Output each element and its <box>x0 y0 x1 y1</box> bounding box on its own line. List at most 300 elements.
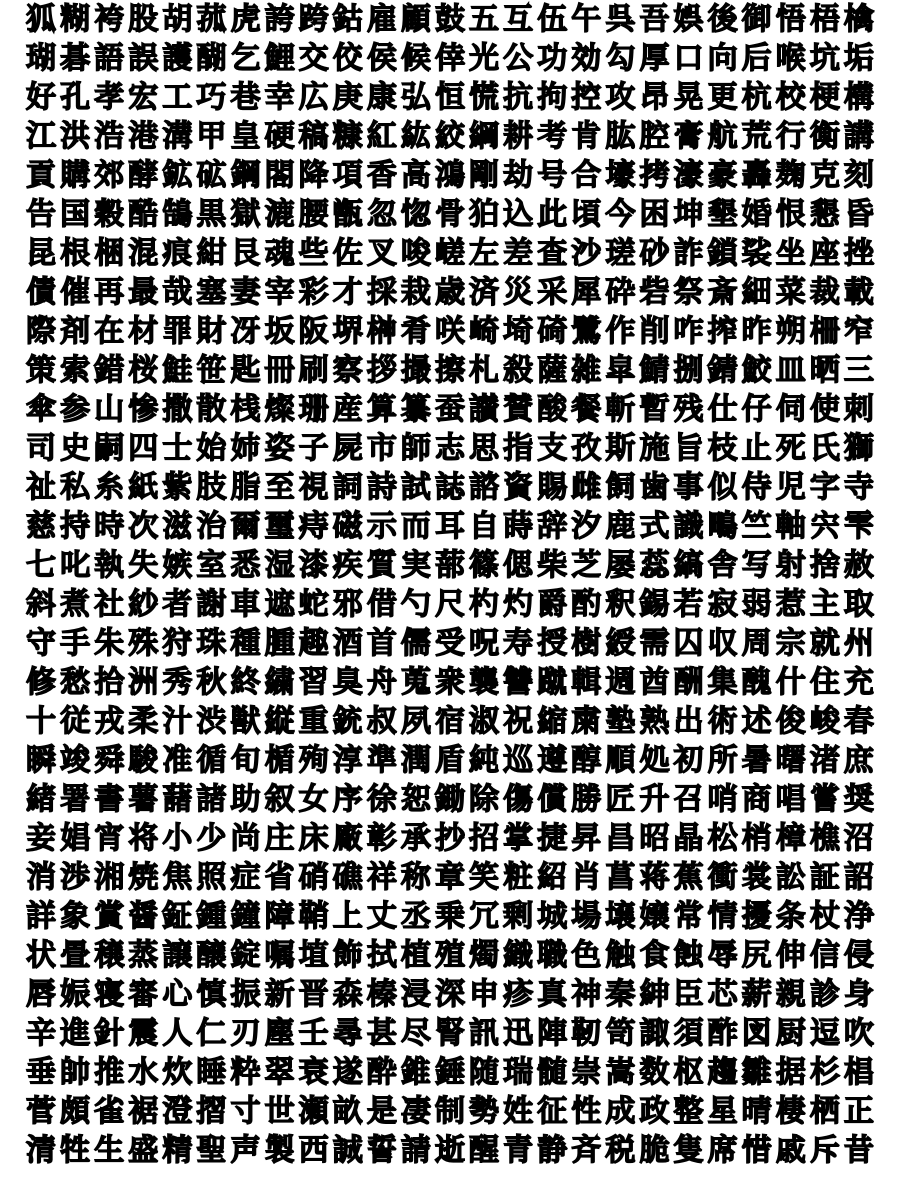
kanji-character: 柴 <box>537 548 568 583</box>
kanji-character: 章 <box>434 860 465 895</box>
kanji-row <box>24 78 876 117</box>
kanji-character: 壕 <box>605 158 636 193</box>
kanji-character: 従 <box>60 704 91 739</box>
kanji-character: 笑 <box>469 860 500 895</box>
kanji-character: 審 <box>128 977 159 1012</box>
kanji-character: 惨 <box>128 392 159 427</box>
kanji-character: 政 <box>639 1094 670 1129</box>
kanji-character: 醤 <box>128 899 159 934</box>
kanji-character: 助 <box>230 782 261 817</box>
kanji-character: 親 <box>775 977 806 1012</box>
kanji-character: 燦 <box>264 392 295 427</box>
kanji-row <box>24 195 876 234</box>
kanji-character: 衰 <box>298 1055 329 1090</box>
kanji-character: 性 <box>571 1094 602 1129</box>
kanji-character: 宗 <box>775 626 806 661</box>
kanji-character: 借 <box>366 587 397 622</box>
kanji-character: 穀 <box>94 197 125 232</box>
kanji-character: 静 <box>537 1133 568 1168</box>
kanji-character: 刺 <box>843 392 874 427</box>
kanji-character: 職 <box>537 938 568 973</box>
kanji-character: 五 <box>469 2 500 37</box>
kanji-character: 終 <box>230 665 261 700</box>
kanji-character: 酢 <box>707 1016 738 1051</box>
kanji-character: 囚 <box>673 626 704 661</box>
kanji-character: 姓 <box>503 1094 534 1129</box>
kanji-character: 匠 <box>605 782 636 817</box>
kanji-character: 試 <box>400 470 431 505</box>
kanji-row <box>24 1053 876 1092</box>
kanji-character: 雫 <box>843 509 874 544</box>
kanji-character: 好 <box>26 80 57 115</box>
kanji-character: 主 <box>809 587 840 622</box>
kanji-character: 粛 <box>571 704 602 739</box>
kanji-character: 唱 <box>775 782 806 817</box>
kanji-character: 参 <box>60 392 91 427</box>
kanji-character: 処 <box>639 743 670 778</box>
kanji-character: 鯉 <box>264 41 295 76</box>
kanji-character: 資 <box>503 470 534 505</box>
kanji-character: 廠 <box>332 821 363 856</box>
kanji-character: 硬 <box>264 119 295 154</box>
kanji-character: 広 <box>298 80 329 115</box>
kanji-character: 衡 <box>809 119 840 154</box>
kanji-character: 仁 <box>196 1016 227 1051</box>
kanji-character: 酷 <box>128 197 159 232</box>
kanji-character: 推 <box>94 1055 125 1090</box>
kanji-character: 宍 <box>809 509 840 544</box>
kanji-character: 施 <box>639 431 670 466</box>
kanji-character: 剰 <box>503 899 534 934</box>
kanji-row <box>24 702 876 741</box>
kanji-character: 星 <box>707 1094 738 1129</box>
kanji-character: 吾 <box>639 2 670 37</box>
kanji-character: 旬 <box>230 743 261 778</box>
kanji-character: 徐 <box>366 782 397 817</box>
kanji-character: 尺 <box>434 587 465 622</box>
kanji-character: 掌 <box>503 821 534 856</box>
kanji-character: 数 <box>639 1055 670 1090</box>
kanji-character: 刃 <box>230 1016 261 1051</box>
kanji-character: 叔 <box>366 704 397 739</box>
kanji-character: 汐 <box>571 509 602 544</box>
kanji-character: 災 <box>503 275 534 310</box>
kanji-character: 佐 <box>332 236 363 271</box>
kanji-character: 克 <box>809 158 840 193</box>
kanji-character: 采 <box>537 275 568 310</box>
kanji-character: 婚 <box>741 197 772 232</box>
kanji-character: 色 <box>571 938 602 973</box>
kanji-character: 成 <box>605 1094 636 1129</box>
kanji-character: 師 <box>400 431 431 466</box>
kanji-character: 焦 <box>162 860 193 895</box>
kanji-character: 種 <box>230 626 261 661</box>
kanji-character: 晃 <box>673 80 704 115</box>
kanji-character: 湘 <box>94 860 125 895</box>
kanji-character: 純 <box>469 743 500 778</box>
kanji-character: 舜 <box>94 743 125 778</box>
kanji-character: 止 <box>741 431 772 466</box>
kanji-character: 征 <box>537 1094 568 1129</box>
kanji-character: 式 <box>639 509 670 544</box>
kanji-character: 什 <box>775 665 806 700</box>
kanji-character: 梧 <box>809 2 840 37</box>
kanji-character: 咋 <box>673 314 704 349</box>
kanji-character: 紳 <box>639 977 670 1012</box>
kanji-character: 身 <box>843 977 874 1012</box>
kanji-character: 辛 <box>26 1016 57 1051</box>
kanji-character: 祥 <box>366 860 397 895</box>
kanji-character: 捷 <box>537 821 568 856</box>
kanji-character: 射 <box>775 548 806 583</box>
kanji-character: 皇 <box>230 119 261 154</box>
kanji-character: 腰 <box>298 197 329 232</box>
kanji-character: 諸 <box>196 782 227 817</box>
kanji-character: 高 <box>400 158 431 193</box>
kanji-character: 嬢 <box>639 899 670 934</box>
kanji-character: 逗 <box>809 1016 840 1051</box>
kanji-character: 惜 <box>741 1133 772 1168</box>
kanji-character: 檎 <box>843 2 874 37</box>
kanji-row <box>24 351 876 390</box>
kanji-character: 隻 <box>673 1133 704 1168</box>
kanji-character: 税 <box>605 1133 636 1168</box>
kanji-character: 候 <box>400 41 431 76</box>
kanji-character: 砕 <box>605 275 636 310</box>
kanji-character: 悟 <box>775 2 806 37</box>
kanji-character: 斉 <box>571 1133 602 1168</box>
kanji-character: 糠 <box>332 119 363 154</box>
kanji-character: 食 <box>639 938 670 973</box>
kanji-character: 壌 <box>605 899 636 934</box>
kanji-character: 志 <box>434 431 465 466</box>
kanji-character: 纂 <box>400 392 431 427</box>
kanji-character: 楯 <box>264 743 295 778</box>
kanji-character: 尻 <box>741 938 772 973</box>
kanji-row <box>24 507 876 546</box>
kanji-character: 裁 <box>809 275 840 310</box>
kanji-character: 週 <box>605 665 636 700</box>
kanji-character: 惚 <box>400 197 431 232</box>
kanji-character: 豪 <box>707 158 738 193</box>
kanji-character: 洲 <box>128 665 159 700</box>
kanji-character: 砦 <box>639 275 670 310</box>
kanji-character: 睡 <box>196 1055 227 1090</box>
kanji-character: 疾 <box>332 548 363 583</box>
kanji-character: 拶 <box>366 353 397 388</box>
kanji-character: 痔 <box>298 509 329 544</box>
kanji-character: 諏 <box>639 1016 670 1051</box>
kanji-character: 肯 <box>571 119 602 154</box>
kanji-character: 皿 <box>775 353 806 388</box>
kanji-character: 冗 <box>469 899 500 934</box>
kanji-character: 妻 <box>230 275 261 310</box>
kanji-character: 枢 <box>673 1055 704 1090</box>
kanji-character: 称 <box>400 860 431 895</box>
kanji-character: 詞 <box>332 470 363 505</box>
kanji-character: 嫉 <box>162 548 193 583</box>
kanji-character: 浄 <box>843 899 874 934</box>
kanji-character: 松 <box>707 821 738 856</box>
kanji-character: 書 <box>94 782 125 817</box>
kanji-character: 垢 <box>843 41 874 76</box>
kanji-character: 心 <box>162 977 193 1012</box>
kanji-character: 挫 <box>843 236 874 271</box>
kanji-character: 榊 <box>366 314 397 349</box>
kanji-character: 絞 <box>434 119 465 154</box>
kanji-row <box>24 936 876 975</box>
kanji-character: 遮 <box>264 587 295 622</box>
kanji-character: 慌 <box>469 80 500 115</box>
kanji-character: 碕 <box>537 314 568 349</box>
kanji-character: 刻 <box>843 158 874 193</box>
kanji-character: 重 <box>298 704 329 739</box>
kanji-character: 洪 <box>60 119 91 154</box>
kanji-character: 市 <box>366 431 397 466</box>
kanji-character: 撒 <box>162 392 193 427</box>
kanji-row <box>24 663 876 702</box>
kanji-character: 訟 <box>775 860 806 895</box>
kanji-character: 宰 <box>264 275 295 310</box>
kanji-character: 指 <box>503 431 534 466</box>
kanji-character: 酋 <box>639 665 670 700</box>
kanji-character: 紹 <box>537 860 568 895</box>
kanji-character: 稿 <box>298 119 329 154</box>
kanji-character: 姉 <box>230 431 261 466</box>
kanji-character: 捌 <box>673 353 704 388</box>
kanji-character: 骨 <box>434 197 465 232</box>
kanji-character: 耳 <box>434 509 465 544</box>
kanji-character: 互 <box>503 2 534 37</box>
kanji-character: 嗣 <box>94 431 125 466</box>
kanji-character: 除 <box>469 782 500 817</box>
kanji-character: 最 <box>128 275 159 310</box>
kanji-character: 塵 <box>264 1016 295 1051</box>
kanji-character: 伍 <box>537 2 568 37</box>
kanji-character: 朔 <box>775 314 806 349</box>
kanji-character: 寺 <box>843 470 874 505</box>
kanji-character: 鮭 <box>162 353 193 388</box>
kanji-character: 腎 <box>434 1016 465 1051</box>
kanji-row <box>24 39 876 78</box>
kanji-character: 康 <box>366 80 397 115</box>
kanji-character: 甲 <box>196 119 227 154</box>
kanji-character: 抗 <box>503 80 534 115</box>
kanji-character: 森 <box>332 977 363 1012</box>
kanji-character: 窄 <box>843 314 874 349</box>
kanji-row <box>24 0 876 39</box>
kanji-character: 死 <box>775 431 806 466</box>
kanji-character: 賜 <box>537 470 568 505</box>
kanji-row <box>24 234 876 273</box>
kanji-character: 際 <box>26 314 57 349</box>
kanji-character: 鞘 <box>298 899 329 934</box>
kanji-character: 札 <box>469 353 500 388</box>
kanji-character: 讐 <box>503 665 534 700</box>
kanji-character: 今 <box>605 197 636 232</box>
kanji-character: 工 <box>162 80 193 115</box>
kanji-character: 肢 <box>196 470 227 505</box>
kanji-character: 娠 <box>60 977 91 1012</box>
kanji-character: 鼓 <box>434 2 465 37</box>
kanji-character: 畝 <box>332 1094 363 1129</box>
kanji-character: 紗 <box>128 587 159 622</box>
kanji-character: 申 <box>469 977 500 1012</box>
kanji-character: 斯 <box>605 431 636 466</box>
kanji-character: 后 <box>741 41 772 76</box>
kanji-character: 治 <box>196 509 227 544</box>
kanji-character: 昏 <box>843 197 874 232</box>
kanji-character: 庶 <box>843 743 874 778</box>
kanji-character: 殺 <box>503 353 534 388</box>
kanji-character: 緒 <box>26 782 57 817</box>
kanji-character: 詔 <box>843 860 874 895</box>
kanji-character: 慈 <box>26 509 57 544</box>
kanji-character: 侯 <box>366 41 397 76</box>
kanji-character: 愁 <box>60 665 91 700</box>
kanji-character: 述 <box>741 704 772 739</box>
kanji-character: 酒 <box>332 626 363 661</box>
kanji-character: 朱 <box>94 626 125 661</box>
kanji-character: 誠 <box>332 1133 363 1168</box>
kanji-character: 昔 <box>843 1133 874 1168</box>
kanji-character: 飾 <box>332 938 363 973</box>
kanji-character: 腔 <box>639 119 670 154</box>
kanji-character: 貢 <box>26 158 57 193</box>
kanji-character: 七 <box>26 548 57 583</box>
kanji-character: 錫 <box>639 587 670 622</box>
kanji-character: 蒐 <box>400 665 431 700</box>
kanji-character: 粋 <box>230 1055 261 1090</box>
kanji-character: 栖 <box>809 1094 840 1129</box>
kanji-character: 図 <box>741 1016 772 1051</box>
kanji-character: 紙 <box>128 470 159 505</box>
kanji-character: 床 <box>298 821 329 856</box>
kanji-character: 細 <box>741 275 772 310</box>
kanji-character: 杉 <box>809 1055 840 1090</box>
kanji-character: 灼 <box>503 587 534 622</box>
kanji-character: 席 <box>707 1133 738 1168</box>
kanji-character: 弱 <box>741 587 772 622</box>
kanji-character: 墾 <box>707 197 738 232</box>
kanji-character: 上 <box>332 899 363 934</box>
kanji-character: 世 <box>264 1094 295 1129</box>
kanji-character: 取 <box>843 587 874 622</box>
kanji-character: 償 <box>537 782 568 817</box>
kanji-character: 煮 <box>60 587 91 622</box>
kanji-character: 座 <box>809 236 840 271</box>
kanji-character: 梱 <box>94 236 125 271</box>
kanji-character: 始 <box>196 431 227 466</box>
kanji-character: 懇 <box>809 197 840 232</box>
kanji-character: 崎 <box>469 314 500 349</box>
kanji-character: 頃 <box>571 197 602 232</box>
kanji-character: 逝 <box>434 1133 465 1168</box>
kanji-character: 傘 <box>26 392 57 427</box>
kanji-character: 紺 <box>196 236 227 271</box>
kanji-character: 攻 <box>605 80 636 115</box>
kanji-character: 渋 <box>196 704 227 739</box>
kanji-character: 侍 <box>741 470 772 505</box>
kanji-character: 舟 <box>366 665 397 700</box>
kanji-character: 光 <box>469 41 500 76</box>
kanji-character: 御 <box>741 2 772 37</box>
kanji-character: 酬 <box>673 665 704 700</box>
kanji-character: 更 <box>707 80 738 115</box>
kanji-character: 史 <box>60 431 91 466</box>
kanji-character: 忽 <box>366 197 397 232</box>
kanji-character: 祝 <box>503 704 534 739</box>
kanji-character: 虎 <box>230 2 261 37</box>
kanji-character: 臭 <box>332 665 363 700</box>
kanji-character: 傷 <box>503 782 534 817</box>
kanji-character: 濠 <box>673 158 704 193</box>
kanji-character: 新 <box>264 977 295 1012</box>
kanji-character: 採 <box>366 275 397 310</box>
kanji-row <box>24 1131 876 1170</box>
kanji-character: 循 <box>196 743 227 778</box>
kanji-character: 衆 <box>434 665 465 700</box>
kanji-character: 債 <box>26 275 57 310</box>
kanji-character: 摺 <box>196 1094 227 1129</box>
kanji-row <box>24 819 876 858</box>
kanji-character: 公 <box>503 41 534 76</box>
kanji-character: 犀 <box>571 275 602 310</box>
kanji-character: 勢 <box>469 1094 500 1129</box>
kanji-character: 孜 <box>571 431 602 466</box>
kanji-character: 倖 <box>434 41 465 76</box>
kanji-character: 衝 <box>707 860 738 895</box>
kanji-character: 込 <box>503 197 534 232</box>
kanji-character: 縮 <box>537 704 568 739</box>
kanji-character: 術 <box>707 704 738 739</box>
kanji-character: 砿 <box>196 158 227 193</box>
kanji-character: 若 <box>673 587 704 622</box>
kanji-character: 根 <box>60 236 91 271</box>
kanji-character: 首 <box>366 626 397 661</box>
kanji-character: 蒔 <box>503 509 534 544</box>
kanji-character: 哉 <box>162 275 193 310</box>
kanji-character: 浩 <box>94 119 125 154</box>
kanji-character: 奨 <box>843 782 874 817</box>
kanji-character: 秋 <box>196 665 227 700</box>
kanji-character: 邪 <box>332 587 363 622</box>
kanji-character: 塞 <box>196 275 227 310</box>
kanji-character: 鍾 <box>196 899 227 934</box>
kanji-character: 蕉 <box>673 860 704 895</box>
kanji-row <box>24 468 876 507</box>
kanji-character: 蔀 <box>434 548 465 583</box>
kanji-character: 散 <box>196 392 227 427</box>
kanji-character: 青 <box>503 1133 534 1168</box>
kanji-character: 擦 <box>434 353 465 388</box>
kanji-character: 屡 <box>605 548 636 583</box>
kanji-character: 抄 <box>434 821 465 856</box>
kanji-character: 蒋 <box>639 860 670 895</box>
kanji-character: 壬 <box>298 1016 329 1051</box>
kanji-character: 昭 <box>639 821 670 856</box>
kanji-character: 商 <box>741 782 772 817</box>
kanji-character: 序 <box>332 782 363 817</box>
kanji-character: 哨 <box>707 782 738 817</box>
kanji-character: 載 <box>843 275 874 310</box>
kanji-character: 効 <box>571 41 602 76</box>
kanji-character: 振 <box>230 977 261 1012</box>
kanji-character: 清 <box>26 1133 57 1168</box>
kanji-character: 崇 <box>571 1055 602 1090</box>
kanji-character: 叉 <box>366 236 397 271</box>
kanji-row <box>24 273 876 312</box>
